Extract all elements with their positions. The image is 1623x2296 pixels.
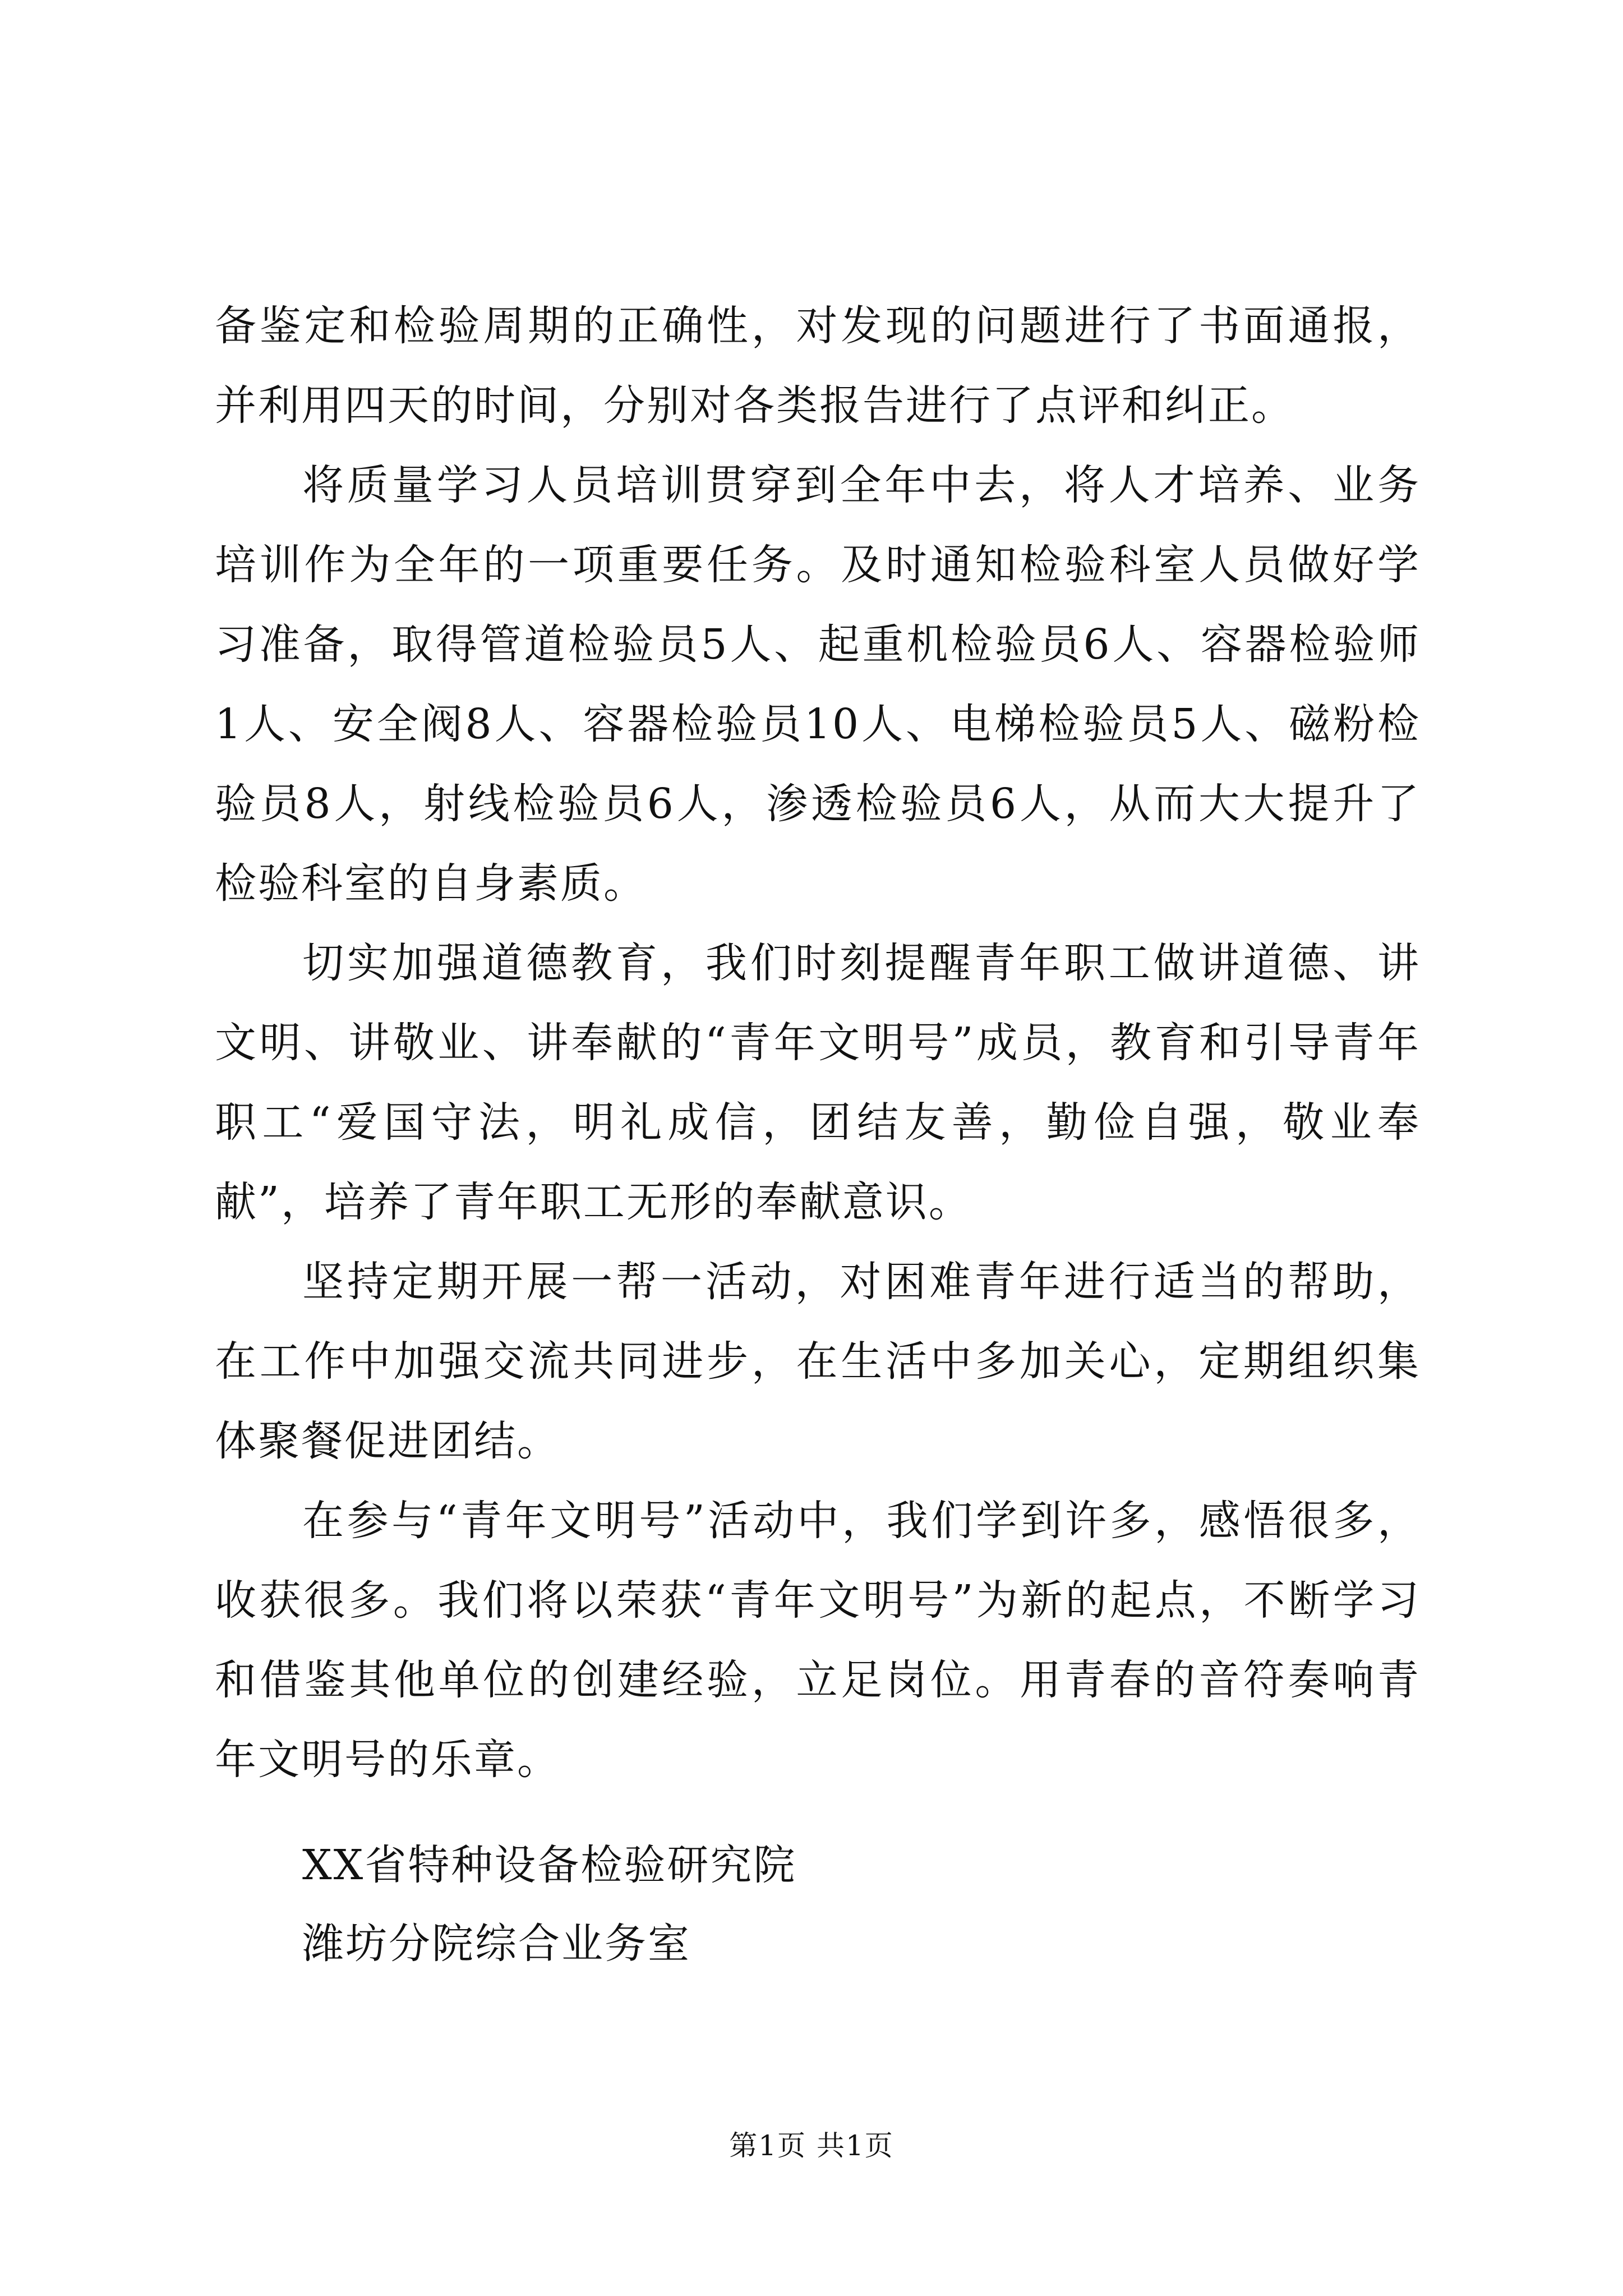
page-footer	[0, 2126, 1623, 2165]
signature-organization: XX省特种设备检验研究院	[302, 1841, 797, 1889]
paragraph-moral-education: 切实加强道德教育，我们时刻提醒青年职工做讲道德、讲文明、讲敬业、讲奉献的“青年文明号”成员，教育和引导青年职工“爱国守法，明礼成信，团结友善，勤俭自强，敬业奉献”，培养了青年职工无形的奉献意识。	[215, 939, 1421, 1226]
signature-block	[302, 1826, 796, 1983]
document-body	[215, 286, 1421, 1800]
paragraph-continuation: 备鉴定和检验周期的正确性，对发现的问题进行了书面通报，并利用四天的时间，分别对各类报告进行了点评和纠正。	[215, 302, 1421, 430]
signature-department: 潍坊分院综合业务室	[302, 1920, 691, 1968]
page-number: 第1页 共1页	[729, 2129, 894, 2162]
paragraph-training: 将质量学习人员培训贯穿到全年中去，将人才培养、业务培训作为全年的一项重要任务。及时通知检验科室人员做好学习准备，取得管道检验员5人、起重机检验员6人、容器检验师1人、安全阀8人、容器检验员10人、电梯检验员5人、磁粉检验员8人，射线检验员6人，渗透检验员6人，从而大大提升了检验科室的自身素质。	[215, 461, 1421, 908]
paragraph-mutual-help: 坚持定期开展一帮一活动，对困难青年进行适当的帮助，在工作中加强交流共同进步，在生活中多加关心，定期组织集体聚餐促进团结。	[215, 1258, 1421, 1465]
paragraph-conclusion: 在参与“青年文明号”活动中，我们学到许多，感悟很多，收获很多。我们将以荣获“青年文明号”为新的起点，不断学习和借鉴其他单位的创建经验，立足岗位。用青春的音符奏响青年文明号的乐章。	[215, 1497, 1421, 1784]
